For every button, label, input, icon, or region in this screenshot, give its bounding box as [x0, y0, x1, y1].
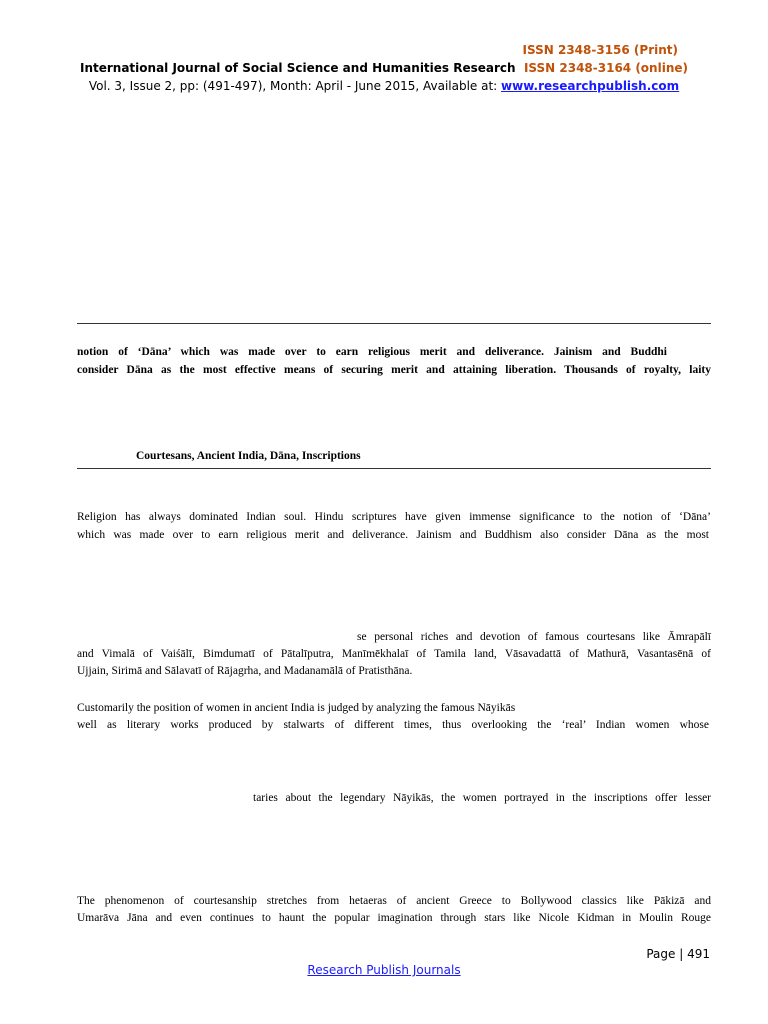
keywords-rule: [77, 468, 711, 469]
journal-header-line: [0, 61, 768, 75]
volume-info-line: [0, 79, 768, 93]
p2-line-3: Ujjain, Sirimā and Sālavatī of Rājagrha, and Madanamālā of Pratisthāna.: [77, 665, 413, 677]
abstract-line-1: notion of ‘Dāna’ which was made over to earn religious merit and deliverance. Jainism and Buddhi: [77, 346, 667, 358]
p5-line-1: The phenomenon of courtesanship stretches from hetaeras of ancient Greece to Bollywood classics like Pākizā and: [77, 895, 711, 907]
p2-line-1: se personal riches and devotion of famous courtesans like Āmrapālī: [357, 631, 711, 643]
p2-line-2: and Vimalā of Vaiśālī, Bimdumatī of Pātalīputra, Manīmēkhalaī of Tamila land, Vāsavadattā of Mathurā, Vasantasēnā of: [77, 648, 711, 660]
publisher-line: [0, 963, 768, 977]
p3-line-2: well as literary works produced by stalwarts of different times, thus overlooking the ‘real’ Indian women whose: [77, 719, 709, 731]
p1-line-1: Religion has always dominated Indian soul. Hindu scriptures have given immense significance to the notion of ‘Dāna’: [77, 511, 711, 523]
keywords: Courtesans, Ancient India, Dāna, Inscriptions: [136, 450, 361, 462]
p4-line-1: taries about the legendary Nāyikās, the women portrayed in the inscriptions offer lesser: [253, 792, 711, 804]
issn-print: ISSN 2348-3156 (Print): [522, 43, 678, 57]
publisher-link[interactable]: Research Publish Journals: [307, 963, 461, 977]
p5-line-2: Umarāva Jāna and even continues to haunt the popular imagination through stars like Nicole Kidman in Moulin Rouge: [77, 912, 711, 924]
issn-online: ISSN 2348-3164 (online): [523, 61, 688, 75]
website-link[interactable]: www.researchpublish.com: [501, 79, 680, 93]
top-rule: [77, 323, 711, 324]
volume-info: Vol. 3, Issue 2, pp: (491-497), Month: April - June 2015, Available at:: [88, 79, 502, 93]
page-number: Page | 491: [646, 947, 710, 961]
abstract-line-2: consider Dāna as the most effective means of securing merit and attaining liberation. Thousands of royalty, laity: [77, 364, 711, 376]
p1-line-2: which was made over to earn religious merit and deliverance. Jainism and Buddhism also consider Dāna as the most: [77, 529, 709, 541]
p3-line-1: Customarily the position of women in ancient India is judged by analyzing the famous Nāyikās: [77, 702, 516, 714]
journal-title: International Journal of Social Science and Humanities Research: [79, 61, 516, 75]
